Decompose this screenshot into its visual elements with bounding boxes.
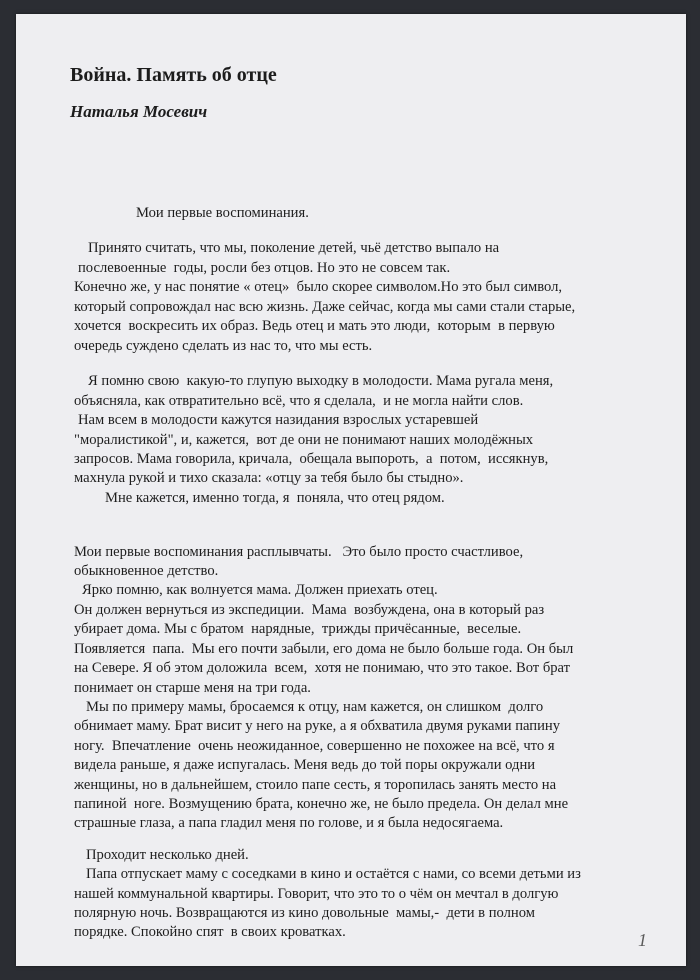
text-line: который сопровождал нас всю жизнь. Даже сейчас, когда мы сами стали старые,: [74, 299, 576, 315]
text-line: страшные глаза, а папа гладил меня по голове, и я была недосягаема.: [74, 815, 504, 831]
text-line: обнимает маму. Брат висит у него на руке, а я обхватила двумя руками папину: [74, 718, 561, 734]
text-line: запросов. Мама говорила, кричала, обещала выпороть, а потом, иссякнув,: [74, 451, 549, 467]
text-line: Появляется папа. Мы его почти забыли, его дома не было больше года. Он был: [74, 641, 574, 657]
text-line: "моралистикой", и, кажется, вот де они не понимают наших молодёжных: [74, 432, 534, 448]
text-line: Он должен вернуться из экспедиции. Мама возбуждена, она в который раз: [74, 602, 545, 618]
text-line: Нам всем в молодости кажутся назидания взрослых устаревшей: [78, 412, 479, 428]
author-name: Наталья Мосевич: [70, 102, 208, 121]
document-page: [16, 14, 686, 966]
text-line: Я помню свою какую-то глупую выходку в молодости. Мама ругала меня,: [88, 373, 554, 389]
text-line: обыкновенное детство.: [74, 563, 219, 579]
text-line: Проходит несколько дней.: [86, 847, 249, 863]
text-line: Мои первые воспоминания расплывчаты. Это было просто счастливое,: [74, 544, 524, 560]
text-line: Мои первые воспоминания.: [136, 205, 309, 221]
text-line: нашей коммунальной квартиры. Говорит, что это то о чём он мечтал в долгую: [74, 886, 559, 902]
text-line: очередь суждено сделать из нас то, что мы есть.: [74, 338, 373, 354]
text-line: порядке. Спокойно спят в своих кроватках.: [74, 924, 346, 940]
document-title: Война. Память об отце: [70, 64, 277, 86]
text-line: женщины, но в дальнейшем, стоило папе сесть, я торопилась занять место на: [74, 777, 557, 793]
text-line: Папа отпускает маму с соседками в кино и остаётся с нами, со всеми детьми из: [86, 866, 581, 882]
text-line: Конечно же, у нас понятие « отец» было скорее символом.Но это был символ,: [74, 279, 563, 295]
text-line: убирает дома. Мы с братом нарядные, трижды причёсанные, веселые.: [74, 621, 522, 637]
text-line: махнула рукой и тихо сказала: «отцу за тебя было бы стыдно».: [74, 470, 464, 486]
text-line: Мне кажется, именно тогда, я поняла, что отец рядом.: [105, 490, 445, 506]
text-line: папиной ноге. Возмущению брата, конечно же, не было предела. Он делал мне: [74, 796, 569, 812]
text-line: полярную ночь. Возвращаются из кино довольные мамы,- дети в полном: [74, 905, 535, 921]
text-line: на Севере. Я об этом доложила всем, хотя не понимаю, что это такое. Вот брат: [74, 660, 571, 676]
text-line: хочется воскресить их образ. Ведь отец и мать это люди, которым в первую: [74, 318, 555, 334]
text-line: ногу. Впечатление очень неожиданное, совершенно не похожее на всё, что я: [74, 738, 555, 754]
text-line: объясняла, как отвратительно всё, что я сделала, и не могла найти слов.: [74, 393, 524, 409]
text-line: понимает он старше меня на три года.: [74, 680, 311, 696]
text-line: видела раньше, я даже испугалась. Меня ведь до той поры окружали одни: [74, 757, 536, 773]
text-line: Мы по примеру мамы, бросаемся к отцу, нам кажется, он слишком долго: [86, 699, 544, 715]
text-line: Принято считать, что мы, поколение детей, чьё детство выпало на: [88, 240, 500, 256]
page-number: 1: [638, 930, 647, 950]
text-line: послевоенные годы, росли без отцов. Но это не совсем так.: [78, 260, 451, 276]
text-line: Ярко помню, как волнуется мама. Должен приехать отец.: [82, 582, 438, 598]
